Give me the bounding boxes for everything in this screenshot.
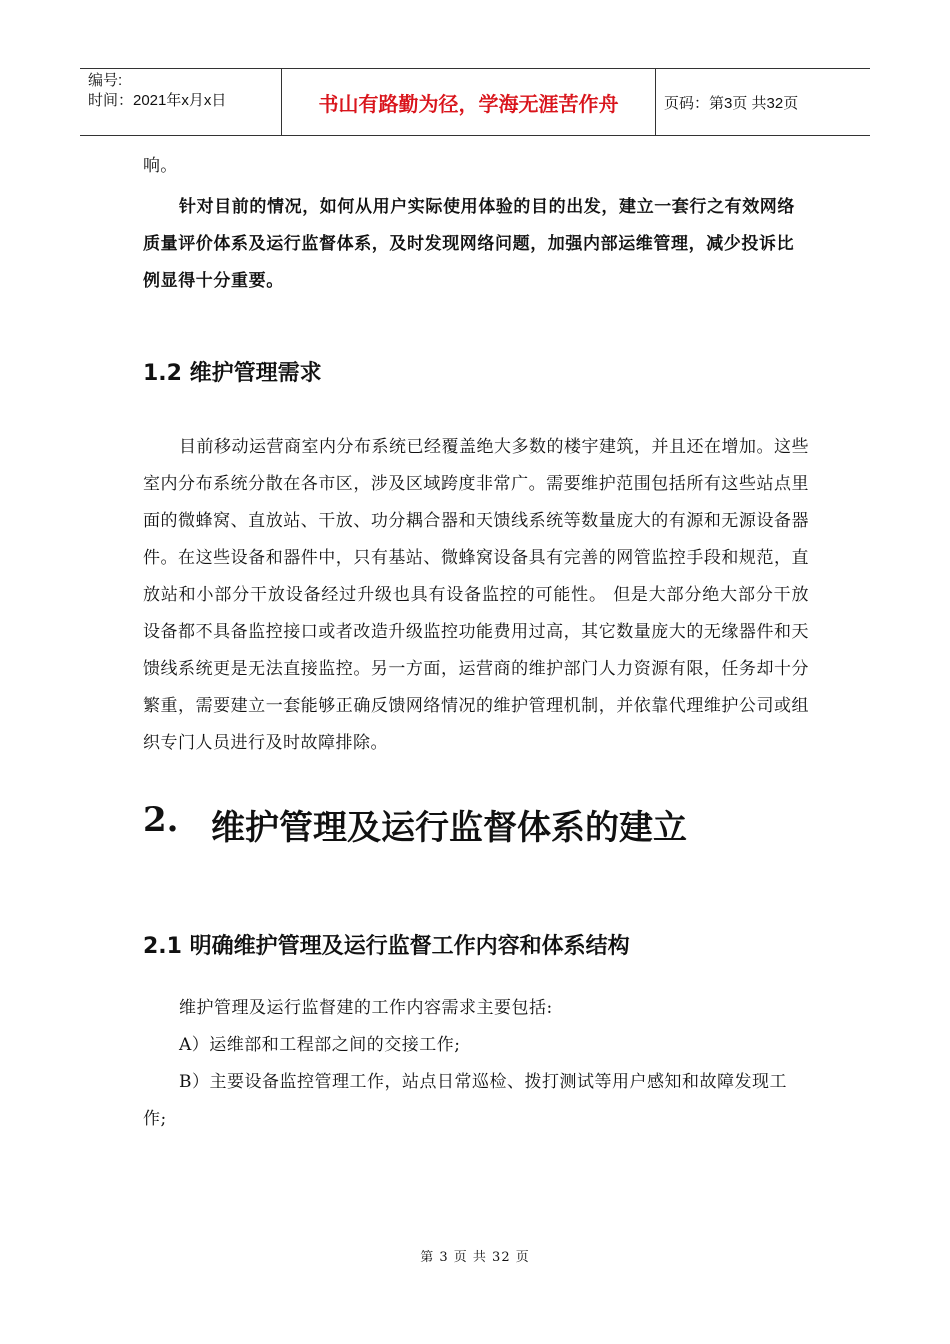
bold-paragraph: 针对目前的情况，如何从用户实际使用体验的目的出发，建立一套行之有效网络质量评价体系及运行监督体系，及时发现网络问题，加强内部运维管理，减少投诉比例显得十分重要。 [143,197,795,291]
header-motto: 书山有路勤为径，学海无涯苦作舟 [282,69,656,135]
section-2-1-intro: 维护管理及运行监督建的工作内容需求主要包括: [179,998,553,1018]
document-time-label: 时间：2021年x月x日 [88,92,227,109]
document-body [143,148,809,1138]
section-2-heading [143,800,809,849]
section-2-title: 维护管理及运行监督体系的建立 [211,808,687,848]
header-page-info: 页码：第3页 共32页 [664,94,799,112]
continuation-text: 响。 [143,156,178,176]
list-item-b: B）主要设备监控管理工作，站点日常巡检、拨打测试等用户感知和故障发现工作; [143,1072,787,1129]
header-meta [80,69,282,135]
section-2-1-heading: 2.1 明确维护管理及运行监督工作内容和体系结构 [143,934,630,959]
page-header [80,68,870,136]
document-number-label: 编号: [88,72,123,89]
section-2-number: 2. [143,800,179,840]
list-item-a: A）运维部和工程部之间的交接工作; [179,1035,461,1055]
page-footer: 第 3 页 共 32 页 [420,1250,530,1265]
section-1-2-body: 目前移动运营商室内分布系统已经覆盖绝大多数的楼宇建筑，并且还在增加。这些室内分布系统分散在各市区，涉及区域跨度非常广。需要维护范围包括所有这些站点里面的微蜂窝、直放站、干放、功分耦合器和天馈线系统等数量庞大的有源和无源设备器件。在这些设备和器件中，只有基站、微蜂窝设备具有完善的网管监控手段和规范，直放站和小部分干放设备经过升级也具有设备监控的可能性。 但是大部分绝大部分干放设备都不具备监控接口或者改造升级监控功能费用过高，其它数量庞大的无缘器件和天馈线系统更是无法直接监控。另一方面，运营商的维护部门人力资源有限，任务却十分繁重，需要建立一套能够正确反馈网络情况的维护管理机制，并依靠代理维护公司或组织专门人员进行及时故障排除。 [143,437,809,753]
section-1-2-heading: 1.2 维护管理需求 [143,361,322,386]
